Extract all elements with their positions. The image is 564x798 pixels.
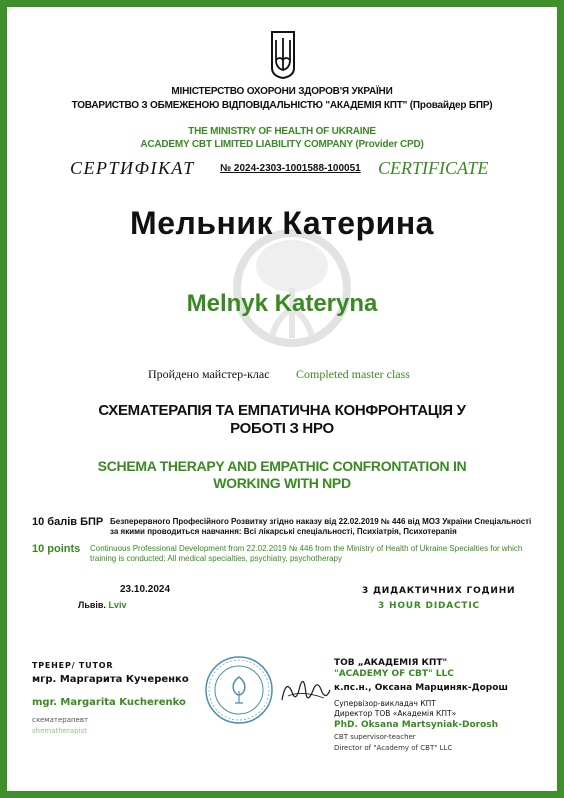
city-en: Lviv (108, 600, 127, 610)
director-name-ua: к.пс.н., Оксана Марциняк-Дорош (334, 683, 508, 693)
director-signature (278, 670, 332, 710)
director-org-ua: ТОВ „АКАДЕМІЯ КПТ" (334, 658, 448, 668)
director-org-en: "ACADEMY OF CBT" LLC (334, 669, 454, 679)
tutor-role-ua: схематерапевт (32, 716, 89, 724)
hours-ua: 3 ДИДАКТИЧНИХ ГОДИНИ (362, 586, 516, 596)
trident-emblem-icon (270, 30, 296, 80)
certificate-number: № 2024-2303-1001588-100051 (220, 163, 361, 174)
director-supervisor-en: CBT supervisor-teacher (334, 733, 416, 741)
company-en: ACADEMY CBT LIMITED LIABILITY COMPANY (Provider CPD) (140, 139, 424, 150)
hours-en: 3 HOUR DIDACTIC (378, 601, 480, 611)
tutor-name-ua: мгр. Маргарита Кучеренко (32, 674, 189, 685)
course-title-ua (0, 402, 564, 438)
city-ua: Львів. (78, 600, 106, 610)
points-label-en: 10 points (32, 543, 81, 555)
director-title-ua: Директор ТОВ «Академія КПТ» (334, 709, 457, 718)
director-name-en: PhD. Oksana Martsyniak-Dorosh (334, 720, 499, 730)
event-date: 23.10.2024 (120, 584, 171, 595)
course-title-en (0, 458, 564, 492)
points-label-ua: 10 балів БПР (32, 516, 104, 528)
company-ua: ТОВАРИСТВО З ОБМЕЖЕНОЮ ВІДПОВІДАЛЬНІСТЮ "АКАДЕМІЯ КПТ" (Провайдер БПР) (71, 100, 493, 111)
director-supervisor-ua: Супервізор-викладач КПТ (334, 699, 436, 708)
tutor-name-en: mgr. Margarita Kucherenko (32, 697, 186, 708)
points-text-en: Continuous Professional Development from 22.02.2019 № 446 from the Ministry of Health of Ukraine Specialties for which training is conducted: All medical specialties, psychiatry, psychotherapy (90, 544, 523, 563)
completed-label-en: Completed master class (296, 367, 410, 381)
tutor-role-en: shematherapist (32, 727, 87, 735)
certificate-title-ua: СЕРТИФІКАТ (70, 158, 195, 178)
completed-label-ua: Пройдено майстер-клас (148, 367, 270, 381)
course-title-ua-line1: СХЕМАТЕРАПІЯ ТА ЕМПАТИЧНА КОНФРОНТАЦІЯ У (98, 402, 466, 419)
company-seal-icon (204, 655, 274, 725)
recipient-name-en: Melnyk Kateryna (186, 290, 378, 317)
certificate-title-en: CERTIFICATE (378, 158, 489, 178)
ministry-ua: МІНІСТЕРСТВО ОХОРОНИ ЗДОРОВ'Я УКРАЇНИ (171, 86, 393, 97)
event-city (78, 600, 126, 610)
director-title-en: Director of "Academy of CBT" LLC (334, 744, 453, 752)
course-title-en-line1: SCHEMA THERAPY AND EMPATHIC CONFRONTATION IN (97, 458, 467, 474)
recipient-name-ua: Мельник Катерина (130, 205, 434, 241)
points-text-ua: Безперервного Професійного Розвитку згідно наказу від 22.02.2019 № 446 від МОЗ України Спеціальності за якими проводиться навчання: Всі лікарські спеціальності, Психіатрія, Психотерапія (110, 517, 532, 536)
ministry-en: THE MINISTRY OF HEALTH OF UKRAINE (188, 126, 376, 137)
tutor-label: ТРЕНЕР/ TUTOR (32, 661, 114, 670)
course-title-ua-line2: РОБОТІ З НРО (230, 420, 334, 437)
course-title-en-line2: WORKING WITH NPD (213, 475, 351, 491)
